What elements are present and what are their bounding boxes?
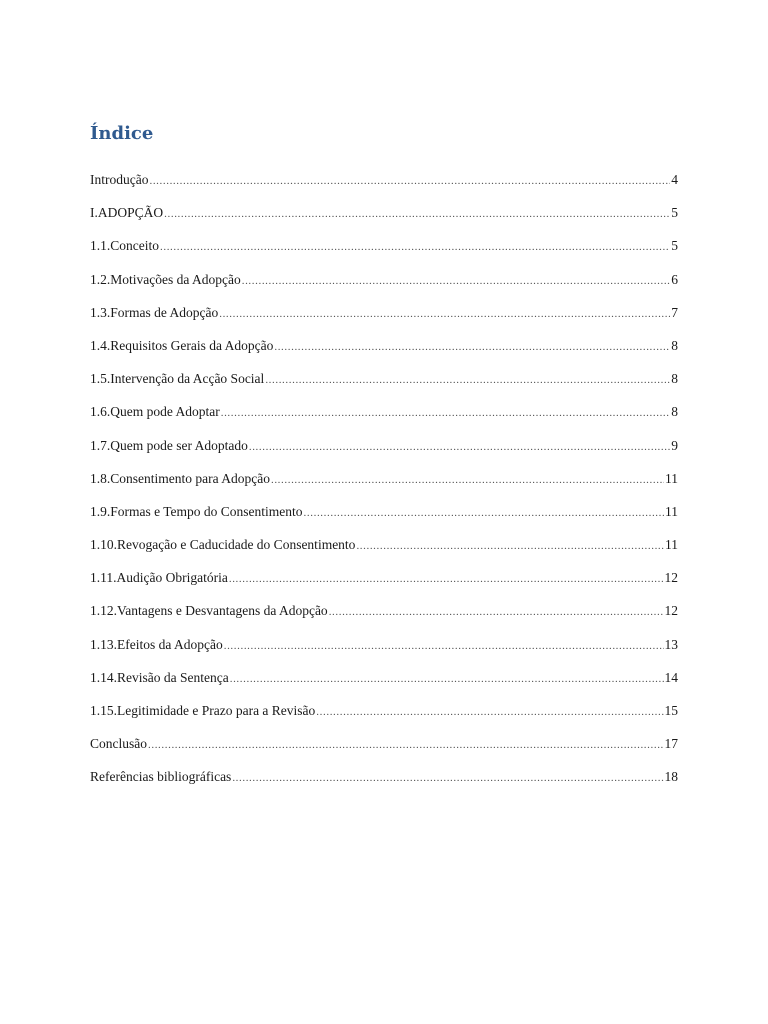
toc-entry-page-number: 15	[664, 703, 678, 718]
toc-entry-page-number: 4	[671, 172, 678, 187]
toc-entry-page-number: 13	[664, 636, 678, 652]
toc-entry-page-number: 12	[664, 603, 678, 619]
toc-entry-1-10	[90, 532, 678, 565]
dot-leader	[304, 500, 664, 526]
toc-entry-label: 1.11.Audição Obrigatória	[90, 570, 228, 586]
toc-entry-label: 1.14.Revisão da Sentença	[90, 669, 229, 685]
page-title: Índice	[90, 123, 154, 144]
toc-entry-label: 1.3.Formas de Adopção	[90, 304, 219, 320]
toc-entry-label: 1.13.Efeitos da Adopção	[90, 636, 223, 652]
dot-leader	[271, 467, 664, 493]
toc-entry-label: 1.5.Intervenção da Acção Social	[90, 371, 265, 387]
dot-leader	[229, 566, 664, 592]
toc-entry-page-number: 5	[671, 238, 678, 254]
dot-leader	[242, 268, 671, 294]
toc-entry-page-number: 8	[671, 337, 678, 353]
dot-leader	[224, 633, 664, 659]
toc-entry-1-8	[90, 466, 678, 499]
dot-leader	[356, 533, 664, 559]
table-of-contents	[90, 167, 678, 798]
dot-leader	[265, 367, 670, 393]
toc-entry-label: 1.10.Revogação e Caducidade do Consentimento	[90, 537, 356, 553]
dot-leader	[148, 732, 664, 758]
toc-entry-1-4	[90, 333, 678, 366]
toc-entry-page-number: 7	[671, 304, 678, 320]
toc-entry-label: I.ADOPÇÃO	[90, 205, 164, 221]
toc-entry-label: 1.7.Quem pode ser Adoptado	[90, 437, 248, 453]
toc-entry-page-number: 14	[664, 669, 678, 685]
dot-leader	[274, 334, 670, 360]
toc-entry-1-1	[90, 233, 678, 266]
toc-entry-label: 1.4.Requisitos Gerais da Adopção	[90, 337, 274, 353]
dot-leader	[219, 301, 670, 327]
toc-entry-page-number: 18	[664, 769, 678, 785]
toc-entry-label: Referências bibliográficas	[90, 769, 232, 785]
toc-entry-page-number: 6	[671, 271, 678, 287]
toc-entry-conclusao	[90, 731, 678, 764]
dot-leader	[160, 234, 670, 260]
toc-entry-label: 1.8.Consentimento para Adopção	[90, 470, 270, 486]
toc-entry-adopcao	[90, 200, 678, 233]
dot-leader	[316, 699, 663, 725]
toc-entry-label: 1.9.Formas e Tempo do Consentimento	[90, 503, 303, 519]
dot-leader	[249, 434, 670, 460]
toc-entry-label: 1.1.Conceito	[90, 238, 159, 254]
toc-entry-label: 1.12.Vantagens e Desvantagens da Adopção	[90, 603, 328, 619]
toc-entry-page-number: 11	[665, 537, 678, 553]
dot-leader	[232, 765, 663, 791]
toc-entry-page-number: 11	[665, 470, 678, 486]
dot-leader	[329, 599, 664, 625]
toc-entry-1-12	[90, 598, 678, 631]
dot-leader	[221, 400, 671, 426]
toc-entry-page-number: 8	[671, 404, 678, 420]
toc-entry-1-3	[90, 300, 678, 333]
toc-entry-1-7	[90, 433, 678, 466]
dot-leader	[230, 666, 664, 692]
toc-entry-label: 1.15.Legitimidade e Prazo para a Revisão	[90, 703, 316, 718]
toc-entry-1-11	[90, 565, 678, 598]
toc-entry-1-14	[90, 665, 678, 698]
toc-entry-page-number: 8	[671, 371, 678, 387]
toc-entry-page-number: 5	[671, 205, 678, 221]
toc-entry-label: 1.6.Quem pode Adoptar	[90, 404, 220, 420]
toc-entry-label: 1.2.Motivações da Adopção	[90, 271, 241, 287]
toc-entry-page-number: 12	[664, 570, 678, 586]
toc-entry-label: Conclusão	[90, 736, 147, 752]
toc-entry-page-number: 9	[671, 437, 678, 453]
toc-entry-page-number: 11	[665, 503, 678, 519]
toc-entry-1-15	[90, 698, 678, 731]
dot-leader	[149, 168, 670, 194]
dot-leader	[164, 201, 670, 227]
toc-entry-1-5	[90, 366, 678, 399]
toc-entry-introducao	[90, 167, 678, 200]
toc-entry-1-2	[90, 267, 678, 300]
toc-entry-1-6	[90, 399, 678, 432]
toc-entry-referencias	[90, 764, 678, 797]
toc-entry-page-number: 17	[664, 736, 678, 752]
toc-entry-1-9	[90, 499, 678, 532]
toc-entry-label: Introdução	[90, 172, 149, 187]
toc-entry-1-13	[90, 632, 678, 665]
